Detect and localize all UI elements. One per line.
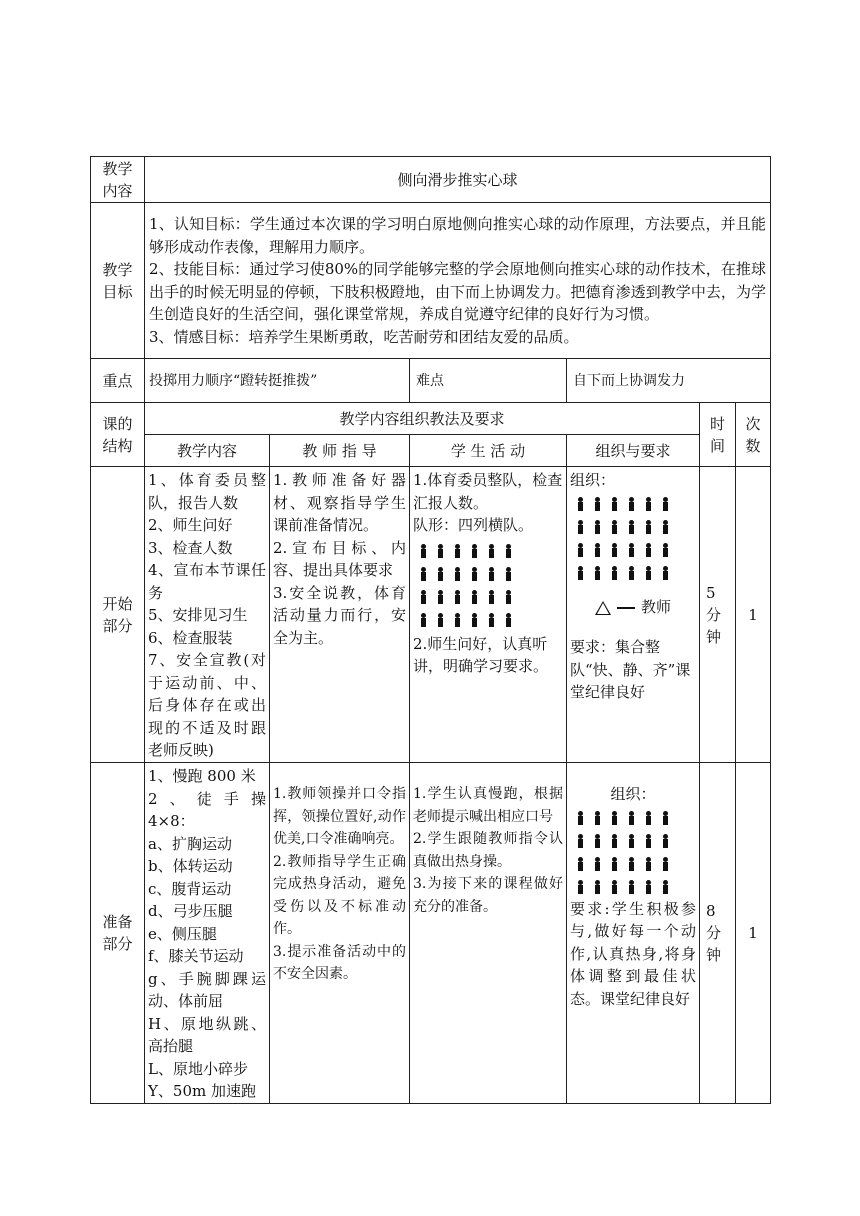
formation-row xyxy=(576,561,696,584)
student-figure-icon xyxy=(419,544,428,558)
prep-student-item: 1.学生认真慢跑，根据老师提示喊出相应口号 xyxy=(413,786,563,825)
section-start-label: 开始 部分 xyxy=(91,467,145,763)
prep-content-item: f、膝关节运动 xyxy=(148,947,244,965)
student-figure-icon xyxy=(661,497,670,511)
start-org-title: 组织： xyxy=(570,471,616,489)
student-figure-icon xyxy=(627,497,636,511)
start-student-formation: 队形：四列横队。 xyxy=(413,516,534,534)
prep-content-item: H、原地纵跳、高抬腿 xyxy=(148,1014,266,1055)
start-content-item: 3、检查人数 xyxy=(148,538,233,557)
section-prep-org xyxy=(567,763,700,1104)
content-label: 教学 内容 xyxy=(91,157,145,203)
goals-text xyxy=(145,203,771,359)
org-formation-diagram xyxy=(570,492,696,584)
student-figure-icon xyxy=(593,834,602,848)
difficulty-text: 自下而上协调发力 xyxy=(567,359,771,403)
section-start-content xyxy=(145,467,270,763)
content-row xyxy=(91,157,771,203)
student-figure-icon xyxy=(610,857,619,871)
key-text: 投掷用力顺序“蹬转挺推拨” xyxy=(145,359,410,403)
student-figure-icon xyxy=(661,857,670,871)
student-figure-icon xyxy=(453,544,462,558)
student-figure-icon xyxy=(419,590,428,604)
student-figure-icon xyxy=(627,520,636,534)
start-student-item: 2.师生问好，认真听讲，明确学习要求。 xyxy=(413,634,549,675)
student-figure-icon xyxy=(644,834,653,848)
formation-row xyxy=(576,492,696,515)
prep-content-item: c、腹背运动 xyxy=(148,879,232,898)
section-prep-label: 准备 部分 xyxy=(91,763,145,1104)
prep-student-item: 2.学生跟随教师指令认真做出热身操。 xyxy=(413,831,563,870)
formation-row xyxy=(576,852,696,875)
student-figure-icon xyxy=(504,544,513,558)
prep-student-item: 3.为接下来的课程做好充分的准备。 xyxy=(413,876,563,915)
student-figure-icon xyxy=(610,497,619,511)
prep-org-title: 组织： xyxy=(610,785,656,803)
student-figure-icon xyxy=(593,543,602,557)
student-figure-icon xyxy=(453,590,462,604)
student-figure-icon xyxy=(627,566,636,580)
student-figure-icon xyxy=(593,520,602,534)
student-figure-icon xyxy=(644,497,653,511)
prep-content-item: b、体转运动 xyxy=(148,857,233,875)
student-figure-icon xyxy=(627,543,636,557)
prep-content-item: a、扩胸运动 xyxy=(148,834,232,853)
prep-teacher-item: 1.教师领操并口令指挥，领操位置好,动作优美,口令准确响亮。 xyxy=(273,786,406,847)
content-title: 侧向滑步推实心球 xyxy=(145,157,771,203)
goal-emotion: 3、情感目标：培养学生果断勇敢，吃苦耐劳和团结友爱的品质。 xyxy=(149,327,579,346)
goal-skill: 2、技能目标：通过学习使80%的同学能够完整的学会原地侧向推实心球的动作技术，在推球出手的时候无明显的停顿，下肢积极蹬地，由下而上协调发力。把德育渗透到教学中去，为学生创造良好的生活空间，强化课堂常规，养成自觉遵守纪律的良好行为习惯。 xyxy=(149,260,767,323)
student-figure-icon xyxy=(644,566,653,580)
student-figure-icon xyxy=(470,567,479,581)
col-student-header: 学 生 活 动 xyxy=(410,435,567,467)
student-figure-icon xyxy=(593,497,602,511)
section-start-time: 5 分 钟 xyxy=(700,467,736,763)
prep-content-item: 1、慢跑 800 米 xyxy=(148,767,256,785)
student-figure-icon xyxy=(576,811,585,825)
student-figure-icon xyxy=(610,543,619,557)
student-figure-icon xyxy=(661,834,670,848)
triangle-icon xyxy=(595,601,611,615)
section-prep-teacher xyxy=(270,763,410,1104)
section-prep-student xyxy=(410,763,567,1104)
start-content-item: 5、安排见习生 xyxy=(148,606,248,624)
student-figure-icon xyxy=(627,834,636,848)
formation-row xyxy=(576,829,696,852)
section-prep-content xyxy=(145,763,270,1104)
key-label: 重点 xyxy=(91,359,145,403)
student-figure-icon xyxy=(436,567,445,581)
formation-row xyxy=(576,806,696,829)
student-figure-icon xyxy=(576,520,585,534)
student-figure-icon xyxy=(487,590,496,604)
student-figure-icon xyxy=(487,544,496,558)
student-figure-icon xyxy=(593,811,602,825)
section-start-teacher xyxy=(270,467,410,763)
student-figure-icon xyxy=(627,811,636,825)
student-figure-icon xyxy=(661,543,670,557)
start-content-item: 7、安全宣教(对于运动前、中、后身体存在或出现的不适及时跟老师反映) xyxy=(148,651,266,759)
start-content-item: 2、师生问好 xyxy=(148,516,233,534)
start-content-item: 4、宣布本节课任务 xyxy=(148,561,266,602)
student-figure-icon xyxy=(487,613,496,627)
student-figure-icon xyxy=(610,834,619,848)
student-figure-icon xyxy=(487,567,496,581)
student-figure-icon xyxy=(593,857,602,871)
prep-teacher-item: 2.教师指导学生正确完成热身活动，避免受伤以及不标准动作。 xyxy=(273,853,406,937)
student-figure-icon xyxy=(593,566,602,580)
section-prep-count: 1 xyxy=(736,763,771,1104)
method-header: 教学内容组织教法及要求 xyxy=(145,403,700,435)
start-org-requirement: 要求：集合整队“快、静、齐”课堂纪律良好 xyxy=(570,638,691,701)
prep-teacher-item: 3.提示准备活动中的不安全因素。 xyxy=(273,943,406,982)
start-content-item: 6、检查服装 xyxy=(148,628,233,647)
section-start-count: 1 xyxy=(736,467,771,763)
student-figure-icon xyxy=(419,613,428,627)
col-teacher-header: 教 师 指 导 xyxy=(270,435,410,467)
goals-row xyxy=(91,203,771,359)
student-figure-icon xyxy=(661,880,670,894)
student-figure-icon xyxy=(576,566,585,580)
student-figure-icon xyxy=(470,544,479,558)
formation-row xyxy=(576,875,696,898)
time-header: 时 间 xyxy=(700,403,736,467)
student-figure-icon xyxy=(453,613,462,627)
student-figure-icon xyxy=(470,590,479,604)
lesson-plan xyxy=(90,156,770,1104)
section-start-student xyxy=(410,467,567,763)
column-header-row xyxy=(91,435,771,467)
student-figure-icon xyxy=(644,857,653,871)
formation-row xyxy=(419,585,563,608)
formation-row xyxy=(576,538,696,561)
student-figure-icon xyxy=(644,543,653,557)
goal-cognitive: 1、认知目标：学生通过本次课的学习明白原地侧向推实心球的动作原理，方法要点，并且能够形成动作表像，理解用力顺序。 xyxy=(149,215,767,256)
section-start-row xyxy=(91,467,771,763)
student-figure-icon xyxy=(576,543,585,557)
formation-row xyxy=(419,608,563,631)
count-header: 次 数 xyxy=(736,403,771,467)
student-figure-icon xyxy=(610,520,619,534)
student-figure-icon xyxy=(593,880,602,894)
student-figure-icon xyxy=(644,811,653,825)
student-figure-icon xyxy=(661,520,670,534)
teacher-position-marker xyxy=(570,596,696,619)
student-figure-icon xyxy=(627,880,636,894)
goals-label: 教学 目标 xyxy=(91,203,145,359)
prep-content-item: e、侧压腿 xyxy=(148,924,217,943)
col-content-header: 教学内容 xyxy=(145,435,270,467)
difficulty-label: 难点 xyxy=(410,359,567,403)
student-figure-icon xyxy=(610,566,619,580)
start-student-item: 1.体育委员整队，检查汇报人数。 xyxy=(413,471,563,512)
prep-content-item: Y、50m 加速跑 xyxy=(148,1082,256,1100)
dash-icon xyxy=(617,607,635,609)
student-figure-icon xyxy=(436,544,445,558)
prep-org-requirement: 要求:学生积极参与,做好每一个动作,认真热身,将身体调整到最佳状态。课堂纪律良好 xyxy=(570,899,696,1008)
student-figure-icon xyxy=(436,590,445,604)
student-figure-icon xyxy=(576,497,585,511)
section-prep-row xyxy=(91,763,771,1104)
formation-row xyxy=(419,562,563,585)
section-start-org xyxy=(567,467,700,763)
start-teacher-item: 2.宣布目标、内容、提出具体要求 xyxy=(273,538,406,579)
student-figure-icon xyxy=(504,567,513,581)
formation-row xyxy=(576,515,696,538)
student-figure-icon xyxy=(610,811,619,825)
student-figure-icon xyxy=(436,613,445,627)
student-figure-icon xyxy=(576,834,585,848)
formation-row xyxy=(419,539,563,562)
prep-formation-diagram xyxy=(570,806,696,898)
student-figure-icon xyxy=(576,857,585,871)
student-figure-icon xyxy=(644,520,653,534)
student-figure-icon xyxy=(610,880,619,894)
start-teacher-item: 1.教师准备好器材、观察指导学生课前准备情况。 xyxy=(273,471,406,534)
prep-content-item: d、弓步压腿 xyxy=(148,902,233,920)
teacher-position-label: 教师 xyxy=(640,597,671,616)
student-figure-icon xyxy=(470,613,479,627)
col-org-header: 组织与要求 xyxy=(567,435,700,467)
student-figure-icon xyxy=(661,566,670,580)
student-figure-icon xyxy=(644,880,653,894)
key-row xyxy=(91,359,771,403)
student-formation-diagram xyxy=(413,537,563,633)
lesson-plan-table xyxy=(90,156,771,1104)
structure-header-row xyxy=(91,403,771,435)
start-content-item: 1、体育委员整队，报告人数 xyxy=(148,471,266,512)
start-teacher-item: 3.安全说教，体育活动量力而行，安全为主。 xyxy=(273,583,406,647)
structure-label: 课的 结构 xyxy=(91,403,145,467)
prep-content-item: L、原地小碎步 xyxy=(148,1059,248,1078)
student-figure-icon xyxy=(453,567,462,581)
prep-content-item: g、手腕脚踝运动、体前屈 xyxy=(148,969,266,1010)
student-figure-icon xyxy=(627,857,636,871)
student-figure-icon xyxy=(661,811,670,825)
student-figure-icon xyxy=(576,880,585,894)
prep-content-item: 2、徒手操 4×8： xyxy=(148,789,266,830)
section-prep-time: 8 分 钟 xyxy=(700,763,736,1104)
student-figure-icon xyxy=(419,567,428,581)
student-figure-icon xyxy=(504,590,513,604)
student-figure-icon xyxy=(504,613,513,627)
